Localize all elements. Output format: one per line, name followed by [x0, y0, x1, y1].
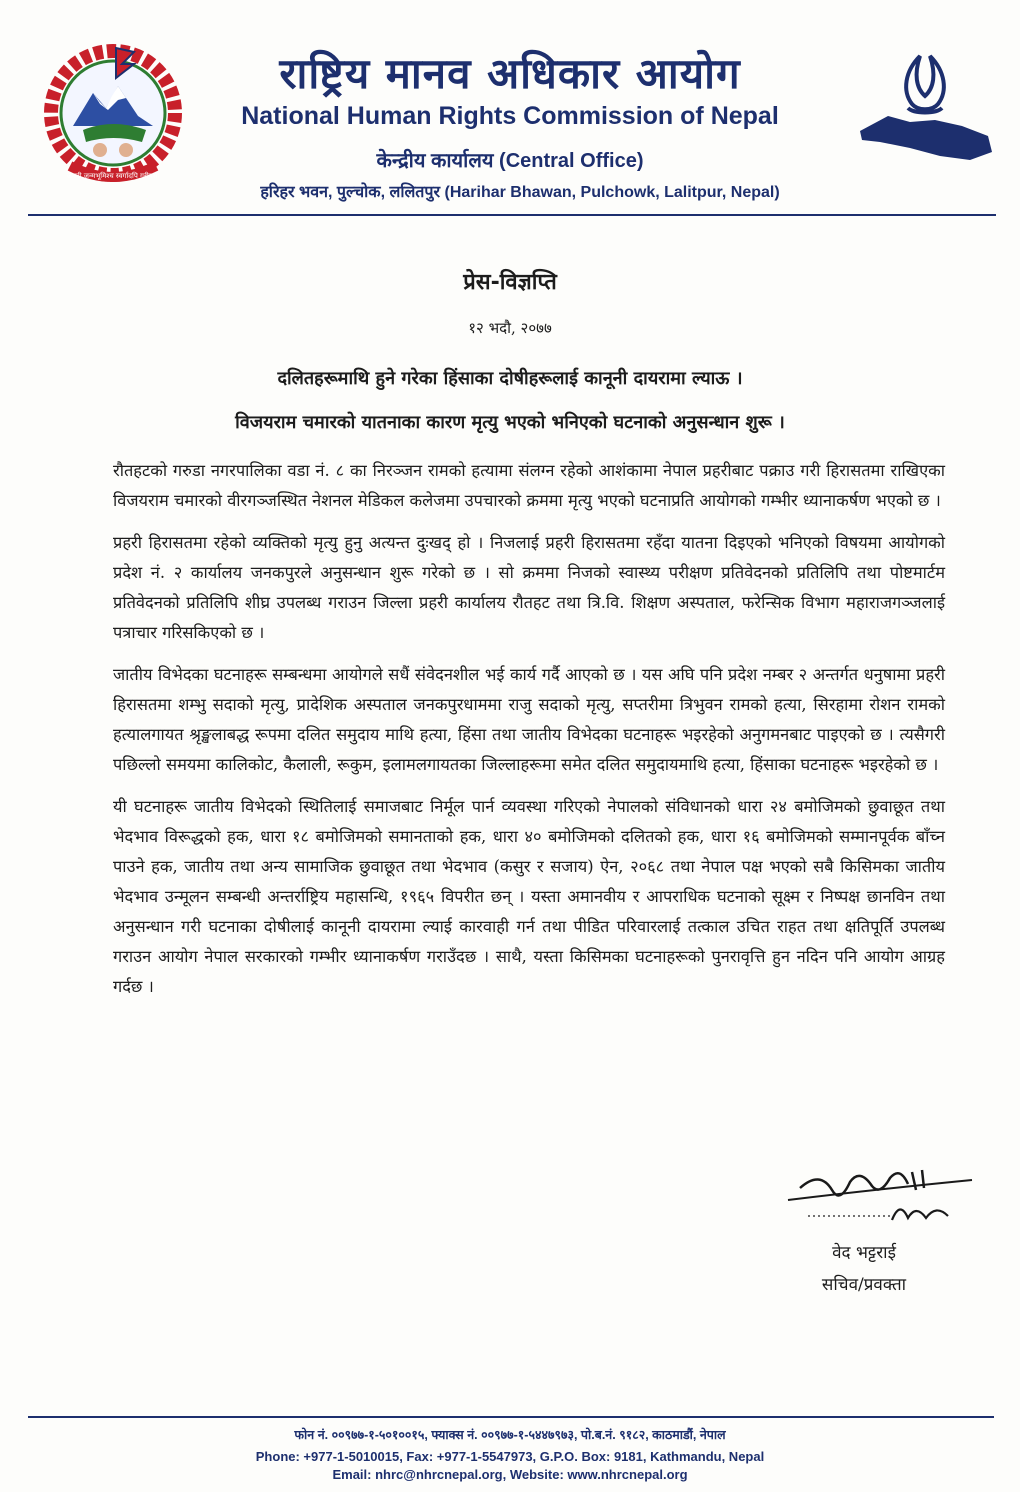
- body-paragraph: यी घटनाहरू जातीय विभेदको स्थितिलाई समाजबाट निर्मूल पार्न व्यवस्था गरिएको नेपालको संविधानको धारा २४ बमोजिमको छुवाछूत तथा भेदभाव विरूद्धको हक, धारा १८ बमोजिमको समानताको हक, धारा ४० बमोजिमको दलितको हक, धारा १६ बमोजिमको सम्मानपूर्वक बाँच्न पाउने हक, जातीय तथा अन्य सामाजिक छुवाछूत तथा भेदभाव (कसुर र सजाय) ऐन, २०६८ तथा नेपाल पक्ष भएको सबै किसिमका जातीय भेदभाव उन्मूलन सम्बन्धी अन्तर्राष्ट्रिय महासन्धि, १९६५ विपरीत छन् । यस्ता अमानवीय र आपराधिक घटनाको सूक्ष्म र निष्पक्ष छानविन तथा अनुसन्धान गरी घटनाका दोषीलाई कानूनी दायरामा ल्याई कारवाही गर्न तथा पीडित परिवारलाई तत्काल उचित राहत तथा क्षतिपूर्ति उपलब्ध गराउन आयोग नेपाल सरकारको गम्भीर ध्यानाकर्षण गराउँदछ । साथै, यस्ता किसिमका घटनाहरूको पुनरावृत्ति हुन नदिन पनि आयोग आग्रह गर्दछ ।: [113, 797, 945, 996]
- body-paragraph: रौतहटको गरुडा नगरपालिका वडा नं. ८ का निरञ्जन रामको हत्यामा संलग्न रहेको आशंकामा नेपाल प्रहरीबाट पक्राउ गरी हिरासतमा राखिएका विजयराम चमारको वीरगञ्जस्थित नेशनल मेडिकल कलेजमा उपचारको क्रममा मृत्यु भएको घटनाप्रति आयोगको गम्भीर ध्यानाकर्षण भएको छ ।: [113, 461, 945, 510]
- nhrc-logo: [850, 36, 1000, 186]
- header-divider: [28, 214, 996, 216]
- organization-name-nepali: राष्ट्रिय मानव अधिकार आयोग: [279, 49, 741, 98]
- footer-contact-nepali: फोन नं. ००९७७-१-५०१००१५, फ्याक्स नं. ००९७७-१-५४४७९७३, पो.ब.नं. ९१८२, काठमाडौं, नेपाल: [294, 1428, 726, 1442]
- body-paragraph: प्रहरी हिरासतमा रहेको व्यक्तिको मृत्यु हुनु अत्यन्त दुःखद् हो । निजलाई प्रहरी हिरासतमा रहँदा यातना दिइएको भनिएको विषयमा आयोगको प्रदेश नं. २ कार्यालय जनकपुरले अनुसन्धान शुरू गरेको छ । सो क्रममा निजको स्वास्थ्य परीक्षण प्रतिवेदनको प्रतिलिपि तथा पोष्टमार्टम प्रतिवेदनको प्रतिलिपि शीघ्र उपलब्ध गराउन जिल्ला प्रहरी कार्यालय रौतहट तथा त्रि.वि. शिक्षण अस्पताल, फरेन्सिक विभाग महाराजगञ्जलाई पत्राचार गरिसकिएको छ ।: [113, 533, 945, 642]
- organization-name-english: National Human Rights Commission of Nepal: [241, 102, 779, 130]
- footer-email-website: Email: nhrc@nhrcnepal.org, Website: www.nhrcnepal.org: [332, 1467, 688, 1482]
- office-name: केन्द्रीय कार्यालय (Central Office): [376, 150, 644, 172]
- signature-image: [780, 1160, 980, 1235]
- signatory-name: वेद भट्टराई: [832, 1243, 896, 1263]
- headline-primary: दलितहरूमाथि हुने गरेका हिंसाका दोषीहरूलाई कानूनी दायरामा ल्याऊ ।: [277, 368, 743, 389]
- press-release-title: प्रेस-विज्ञप्ति: [463, 270, 557, 295]
- signatory-title: सचिव/प्रवक्ता: [821, 1275, 907, 1295]
- footer-divider: [28, 1416, 994, 1418]
- body-paragraph: जातीय विभेदका घटनाहरू सम्बन्धमा आयोगले सधैं संवेदनशील भई कार्य गर्दै आएको छ । यस अघि पनि प्रदेश नम्बर २ अन्तर्गत धनुषामा प्रहरी हिरासतमा शम्भु सदाको मृत्यु, प्रादेशिक अस्पताल जनकपुरधाममा राजु सदाको मृत्यु, सप्तरीमा त्रिभुवन रामको हत्या, सिरहामा रोशन रामको हत्यालगायत श्रृङ्खलाबद्ध रूपमा दलित समुदाय माथि हत्या, हिंसा तथा जातीय विभेदका घटनाहरू भइरहेको अनुगमनबाट पाइएको छ । त्यसैगरी पछिल्लो समयमा कालिकोट, कैलाली, रूकुम, इलामलगायतका जिल्लाहरूमा समेत दलित समुदायमाथि हत्या, हिंसाका घटनाहरू भइरहेको छ ।: [113, 665, 945, 774]
- office-address: हरिहर भवन, पुल्चोक, ललितपुर (Harihar Bhawan, Pulchowk, Lalitpur, Nepal): [260, 184, 780, 201]
- footer-contact-english: Phone: +977-1-5010015, Fax: +977-1-5547973, G.P.O. Box: 9181, Kathmandu, Nepal: [255, 1449, 765, 1464]
- release-date: १२ भदौ, २०७७: [468, 319, 552, 337]
- emblem-motto: जननी जन्मभूमिश्च स्वर्गादपि गरीयसी: [66, 172, 160, 180]
- headline-secondary: विजयराम चमारको यातनाका कारण मृत्यु भएको भनिएको घटनाको अनुसन्धान शुरू ।: [235, 412, 785, 433]
- release-body: [113, 456, 945, 1014]
- nepal-emblem-logo: [38, 38, 188, 188]
